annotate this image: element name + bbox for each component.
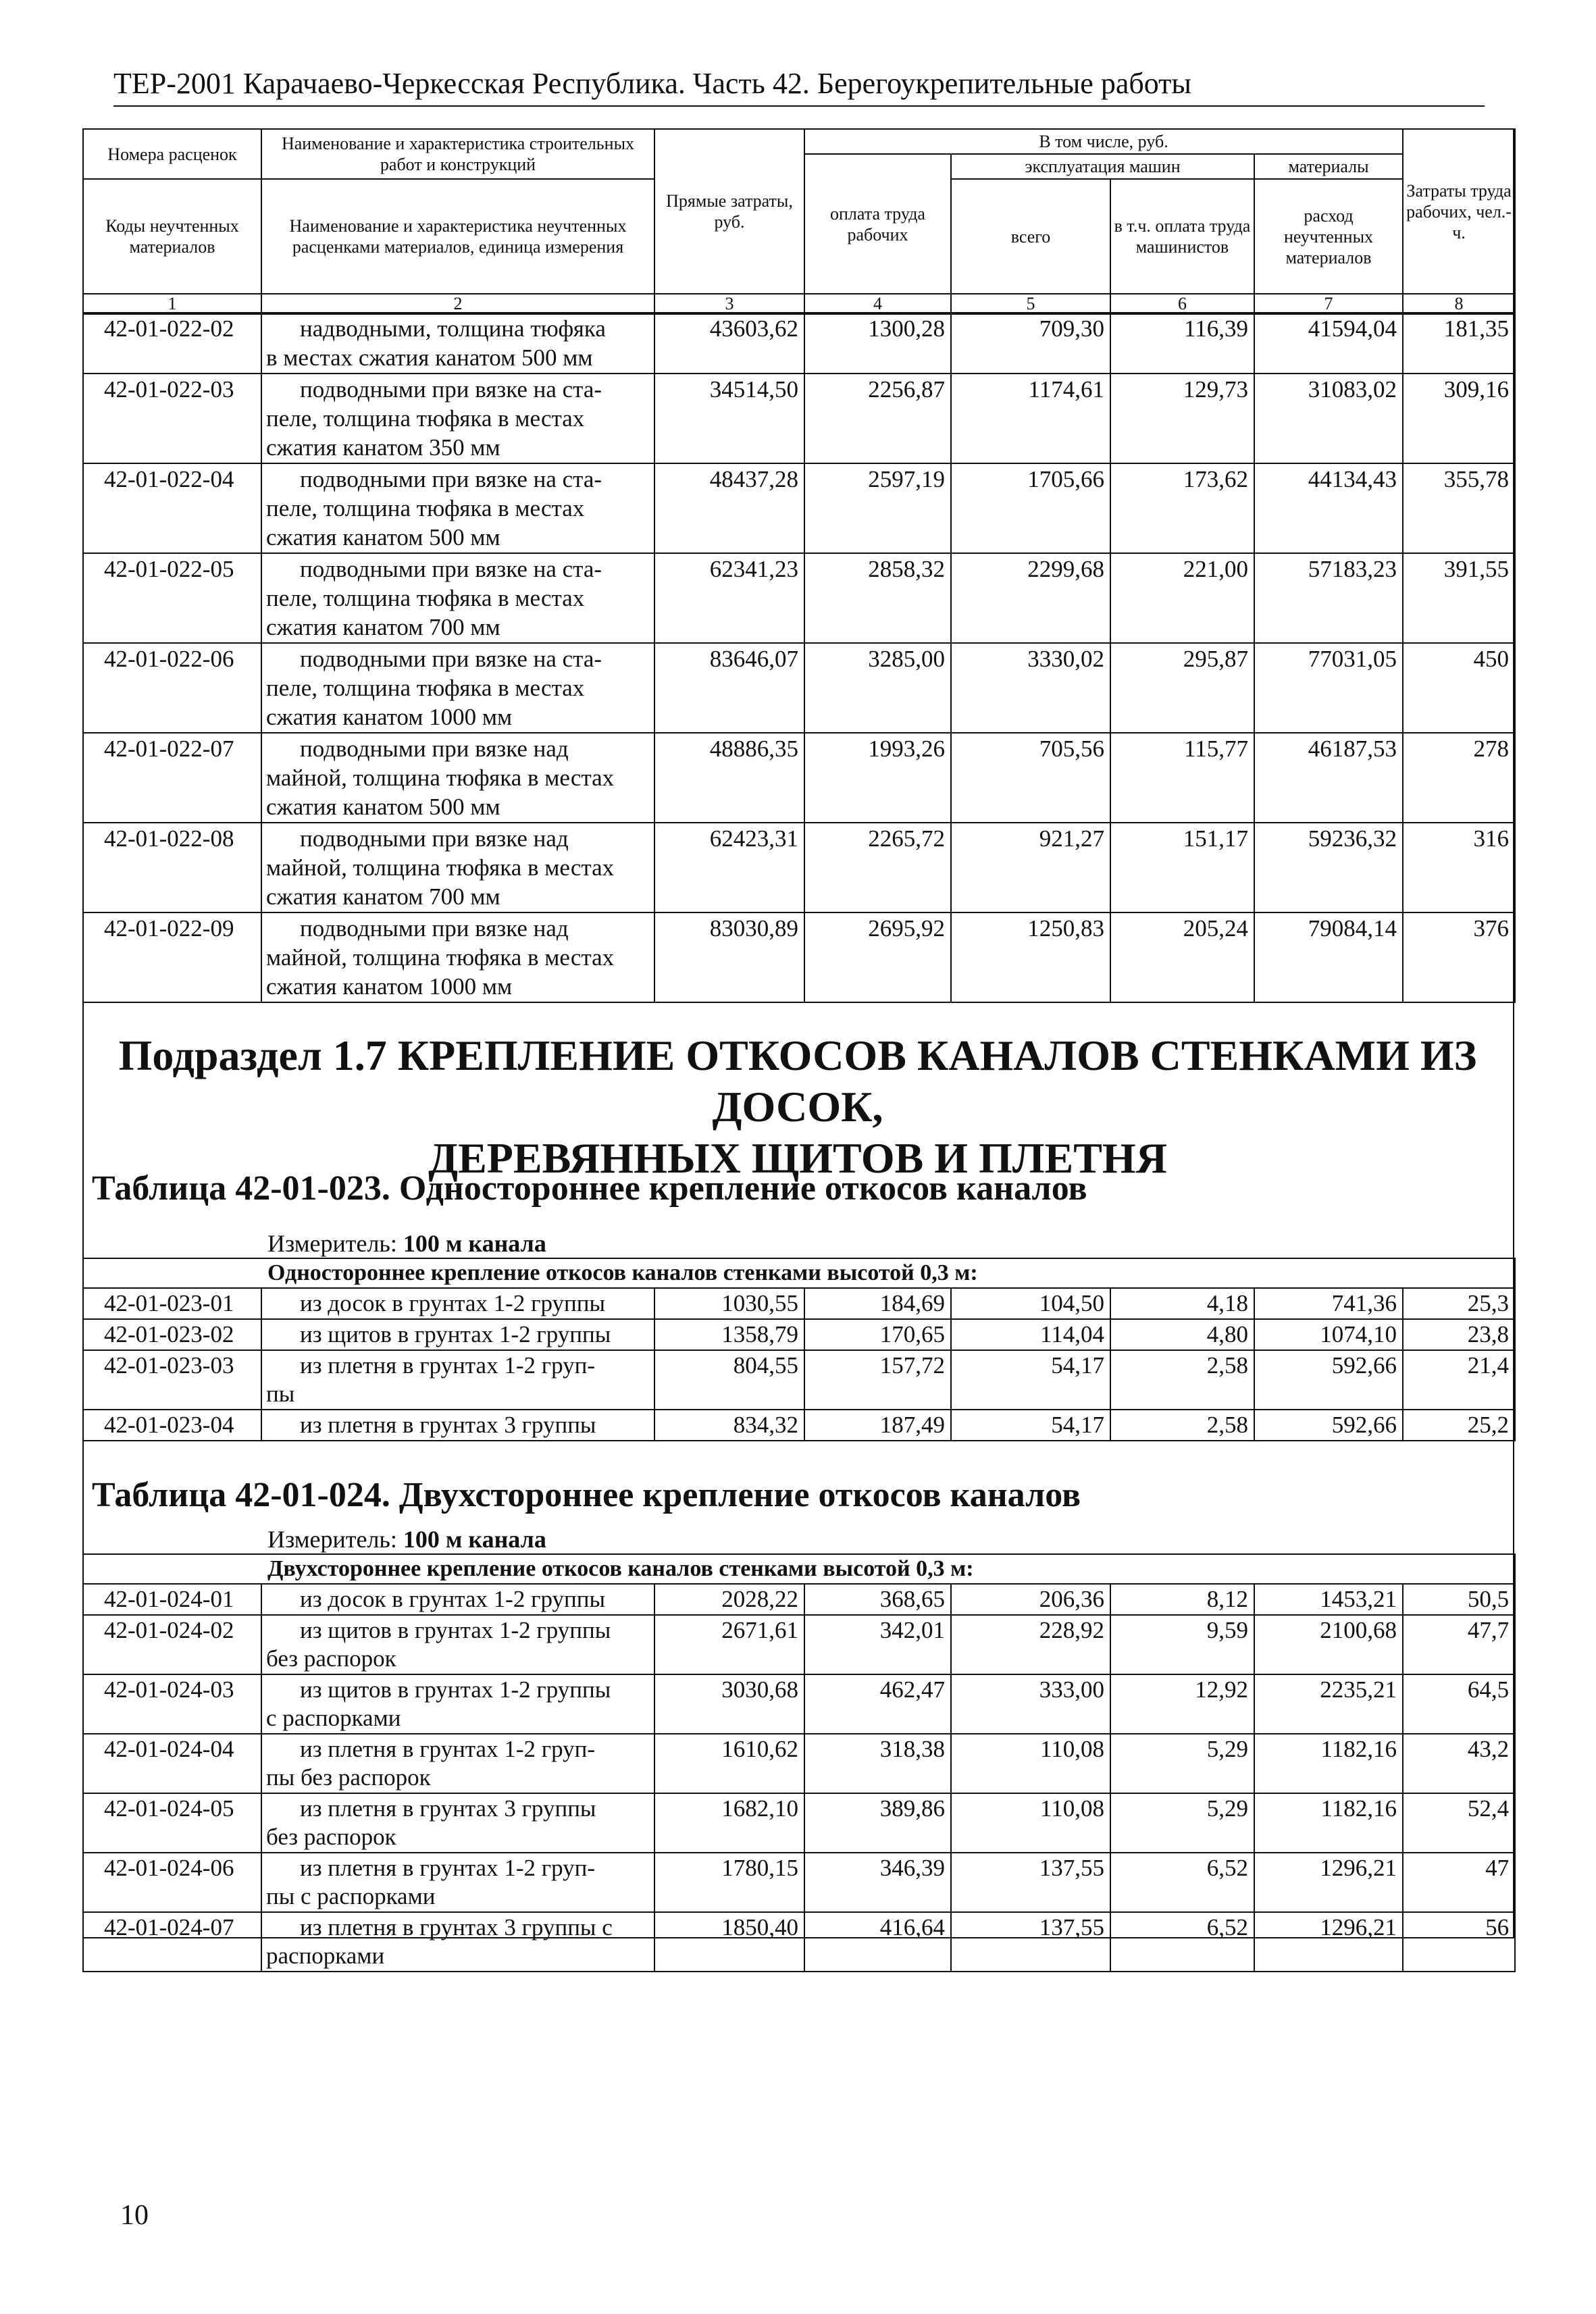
description-line: сжатия канатом 350 мм: [266, 434, 500, 461]
worker-wages: 2597,19: [804, 463, 951, 553]
description-line: из плетня в грунтах 3 группы: [300, 1795, 596, 1822]
worker-wages: 170,65: [804, 1319, 951, 1350]
operator-wages: 129,73: [1110, 374, 1254, 463]
labor-hours: 47: [1403, 1853, 1515, 1912]
worker-wages: 2695,92: [804, 912, 951, 1002]
work-description: [261, 1853, 654, 1912]
material-costs: 592,66: [1254, 1410, 1403, 1441]
table-row: [83, 374, 1515, 463]
direct-costs: 48886,35: [654, 733, 804, 823]
operator-wages: 9,59: [1110, 1615, 1254, 1674]
page-number: 10: [120, 2200, 149, 2231]
labor-hours: 181,35: [1403, 313, 1515, 374]
machine-costs: 206,36: [951, 1584, 1110, 1615]
table-row: [83, 643, 1515, 733]
rate-code: 42-01-024-07: [83, 1912, 261, 1972]
description-line: в местах сжатия канатом 500 мм: [266, 344, 593, 371]
col-header-machines-total: всего: [951, 179, 1110, 294]
machine-costs: 104,50: [951, 1288, 1110, 1319]
worker-wages: 318,38: [804, 1734, 951, 1793]
col-header-operators: в т.ч. оплата труда машинистов: [1110, 179, 1254, 294]
operator-wages: 12,92: [1110, 1674, 1254, 1734]
description-line: майной, толщина тюфяка в местах: [266, 944, 615, 971]
operator-wages: 205,24: [1110, 912, 1254, 1002]
operator-wages: 6,52: [1110, 1912, 1254, 1972]
work-description: [261, 1615, 654, 1674]
table-row: [83, 1584, 1515, 1615]
rate-code: 42-01-023-02: [83, 1319, 261, 1350]
machine-costs: 110,08: [951, 1734, 1110, 1793]
description-line: пы без распорок: [266, 1764, 431, 1791]
material-costs: 46187,53: [1254, 733, 1403, 823]
description-line: из щитов в грунтах 1-2 группы: [300, 1617, 611, 1643]
col-number: 6: [1110, 294, 1254, 314]
material-costs: 741,36: [1254, 1288, 1403, 1319]
material-costs: 1296,21: [1254, 1853, 1403, 1912]
operator-wages: 6,52: [1110, 1853, 1254, 1912]
rate-code: 42-01-024-04: [83, 1734, 261, 1793]
col-number: 3: [654, 294, 804, 314]
worker-wages: 3285,00: [804, 643, 951, 733]
table-42-01-022: [82, 312, 1516, 1003]
description-line: подводными при вязке над: [300, 915, 569, 942]
labor-hours: 64,5: [1403, 1674, 1515, 1734]
col-header-labor: Затраты труда рабочих, чел.-ч.: [1403, 129, 1515, 294]
col-header-material-codes: Коды неучтенных материалов: [83, 179, 261, 294]
description-line: подводными при вязке на ста-: [300, 376, 602, 403]
col-number: 2: [261, 294, 654, 314]
labor-hours: 47,7: [1403, 1615, 1515, 1674]
operator-wages: 5,29: [1110, 1793, 1254, 1853]
operator-wages: 2,58: [1110, 1410, 1254, 1441]
meter-value: 100 м канала: [403, 1230, 546, 1257]
rate-code: 42-01-022-04: [83, 463, 261, 553]
worker-wages: 1993,26: [804, 733, 951, 823]
labor-hours: 43,2: [1403, 1734, 1515, 1793]
machine-costs: 2299,68: [951, 553, 1110, 643]
rate-code: 42-01-022-07: [83, 733, 261, 823]
description-line: из плетня в грунтах 1-2 груп-: [300, 1855, 596, 1881]
machine-costs: 137,55: [951, 1912, 1110, 1972]
labor-hours: 316: [1403, 823, 1515, 912]
direct-costs: 62423,31: [654, 823, 804, 912]
work-description: [261, 1734, 654, 1793]
meter-label: Измеритель:: [267, 1230, 397, 1257]
machine-costs: 137,55: [951, 1853, 1110, 1912]
labor-hours: 50,5: [1403, 1584, 1515, 1615]
rate-code: 42-01-024-05: [83, 1793, 261, 1853]
table-row: [83, 1350, 1515, 1410]
rate-code: 42-01-022-03: [83, 374, 261, 463]
table-42-01-024: [82, 1553, 1516, 1972]
description-line: распорками: [266, 1943, 385, 1969]
direct-costs: 804,55: [654, 1350, 804, 1410]
work-description: [261, 313, 654, 374]
table-row: [83, 463, 1515, 553]
col-header-name: Наименование и характеристика строительных работ и конструкций: [261, 129, 654, 179]
operator-wages: 221,00: [1110, 553, 1254, 643]
col-number: 7: [1254, 294, 1403, 314]
col-number: 1: [83, 294, 261, 314]
description-line: пеле, толщина тюфяка в местах: [266, 405, 585, 432]
table-row: [83, 1410, 1515, 1441]
col-number: 5: [951, 294, 1110, 314]
worker-wages: 157,72: [804, 1350, 951, 1410]
worker-wages: 368,65: [804, 1584, 951, 1615]
material-costs: 2100,68: [1254, 1615, 1403, 1674]
description-line: подводными при вязке на ста-: [300, 466, 602, 492]
table-023-title: Таблица 42-01-023. Одностороннее крепление откосов каналов: [92, 1169, 1087, 1208]
table-row: [83, 912, 1515, 1002]
table-row: [83, 1734, 1515, 1793]
description-line: пеле, толщина тюфяка в местах: [266, 675, 585, 701]
description-line: из плетня в грунтах 1-2 груп-: [300, 1736, 596, 1762]
meter-value: 100 м канала: [403, 1526, 546, 1553]
description-line: сжатия канатом 700 мм: [266, 883, 500, 910]
labor-hours: 23,8: [1403, 1319, 1515, 1350]
rate-code: 42-01-022-09: [83, 912, 261, 1002]
table-024-meter: [267, 1525, 546, 1553]
material-costs: 77031,05: [1254, 643, 1403, 733]
rate-code: 42-01-024-01: [83, 1584, 261, 1615]
description-line: без распорок: [266, 1824, 396, 1850]
machine-costs: 228,92: [951, 1615, 1110, 1674]
worker-wages: 2265,72: [804, 823, 951, 912]
work-description: [261, 463, 654, 553]
page-header: ТЕР-2001 Карачаево-Черкесская Республика. Часть 42. Берегоукрепительные работы: [113, 66, 1485, 107]
table-024-title: Таблица 42-01-024. Двухстороннее крепление откосов каналов: [92, 1476, 1081, 1514]
machine-costs: 110,08: [951, 1793, 1110, 1853]
description-line: из щитов в грунтах 1-2 группы: [300, 1676, 611, 1703]
labor-hours: 56: [1403, 1912, 1515, 1972]
description-line: подводными при вязке на ста-: [300, 646, 602, 672]
direct-costs: 48437,28: [654, 463, 804, 553]
operator-wages: 115,77: [1110, 733, 1254, 823]
operator-wages: 116,39: [1110, 313, 1254, 374]
description-line: сжатия канатом 500 мм: [266, 524, 500, 550]
material-costs: 59236,32: [1254, 823, 1403, 912]
description-line: пеле, толщина тюфяка в местах: [266, 495, 585, 521]
description-line: подводными при вязке над: [300, 736, 569, 762]
material-costs: 79084,14: [1254, 912, 1403, 1002]
description-line: подводными при вязке на ста-: [300, 556, 602, 582]
material-costs: 1296,21: [1254, 1912, 1403, 1972]
description-line: сжатия канатом 1000 мм: [266, 704, 513, 730]
work-description: [261, 1410, 654, 1441]
description-line: сжатия канатом 700 мм: [266, 614, 500, 640]
description-line: без распорок: [266, 1645, 396, 1672]
worker-wages: 462,47: [804, 1674, 951, 1734]
rate-code: 42-01-022-02: [83, 313, 261, 374]
col-header-direct: Прямые затраты, руб.: [654, 129, 804, 294]
col-header-material-name: Наименование и характеристика неучтенных расценками материалов, единица измерения: [261, 179, 654, 294]
table-42-01-023: [82, 1258, 1516, 1441]
rate-code: 42-01-024-02: [83, 1615, 261, 1674]
material-costs: 2235,21: [1254, 1674, 1403, 1734]
table-row: [83, 1288, 1515, 1319]
labor-hours: 450: [1403, 643, 1515, 733]
subsection-heading: [92, 1030, 1503, 1184]
direct-costs: 1358,79: [654, 1319, 804, 1350]
worker-wages: 187,49: [804, 1410, 951, 1441]
operator-wages: 4,80: [1110, 1319, 1254, 1350]
subsection-line-1: Подраздел 1.7 КРЕПЛЕНИЕ ОТКОСОВ КАНАЛОВ СТЕНКАМИ ИЗ ДОСОК,: [118, 1031, 1477, 1131]
material-costs: 1182,16: [1254, 1793, 1403, 1853]
column-header-table: [82, 128, 1516, 315]
description-line: надводными, толщина тюфяка: [300, 315, 606, 342]
work-description: [261, 553, 654, 643]
table-row: [83, 1912, 1515, 1972]
col-number: 4: [804, 294, 951, 314]
table-024-group-label: Двухстороннее крепление откосов каналов стенками высотой 0,3 м:: [83, 1554, 1515, 1584]
col-header-materials: расход неучтенных материалов: [1254, 179, 1403, 294]
rate-code: 42-01-024-06: [83, 1853, 261, 1912]
material-costs: 592,66: [1254, 1350, 1403, 1410]
rate-code: 42-01-023-03: [83, 1350, 261, 1410]
labor-hours: 309,16: [1403, 374, 1515, 463]
material-costs: 41594,04: [1254, 313, 1403, 374]
rate-code: 42-01-023-01: [83, 1288, 261, 1319]
machine-costs: 1705,66: [951, 463, 1110, 553]
labor-hours: 25,2: [1403, 1410, 1515, 1441]
direct-costs: 1780,15: [654, 1853, 804, 1912]
material-costs: 1074,10: [1254, 1319, 1403, 1350]
work-description: [261, 1350, 654, 1410]
worker-wages: 2858,32: [804, 553, 951, 643]
description-line: из плетня в грунтах 1-2 груп-: [300, 1352, 596, 1379]
worker-wages: 346,39: [804, 1853, 951, 1912]
machine-costs: 333,00: [951, 1674, 1110, 1734]
work-description: [261, 643, 654, 733]
work-description: [261, 374, 654, 463]
table-row: [83, 1615, 1515, 1674]
operator-wages: 4,18: [1110, 1288, 1254, 1319]
description-line: подводными при вязке над: [300, 825, 569, 852]
worker-wages: 184,69: [804, 1288, 951, 1319]
labor-hours: 21,4: [1403, 1350, 1515, 1410]
direct-costs: 83030,89: [654, 912, 804, 1002]
labor-hours: 278: [1403, 733, 1515, 823]
col-header-codes: Номера расценок: [83, 129, 261, 179]
description-line: с распорками: [266, 1705, 401, 1731]
worker-wages: 2256,87: [804, 374, 951, 463]
machine-costs: 54,17: [951, 1410, 1110, 1441]
col-header-materials-group: материалы: [1254, 154, 1403, 179]
direct-costs: 3030,68: [654, 1674, 804, 1734]
direct-costs: 834,32: [654, 1410, 804, 1441]
table-023-meter: [267, 1229, 546, 1258]
table-row: [83, 1793, 1515, 1853]
direct-costs: 43603,62: [654, 313, 804, 374]
operator-wages: 295,87: [1110, 643, 1254, 733]
work-description: [261, 1584, 654, 1615]
description-line: сжатия канатом 500 мм: [266, 794, 500, 820]
table-row: [83, 1674, 1515, 1734]
material-costs: 1453,21: [1254, 1584, 1403, 1615]
labor-hours: 391,55: [1403, 553, 1515, 643]
work-description: [261, 1288, 654, 1319]
table-row: [83, 553, 1515, 643]
rate-code: 42-01-022-08: [83, 823, 261, 912]
direct-costs: 83646,07: [654, 643, 804, 733]
description-line: майной, толщина тюфяка в местах: [266, 765, 615, 791]
work-description: [261, 733, 654, 823]
col-number: 8: [1403, 294, 1515, 314]
work-description: [261, 1912, 654, 1972]
description-line: из плетня в грунтах 3 группы с: [300, 1914, 613, 1940]
machine-costs: 921,27: [951, 823, 1110, 912]
rate-code: 42-01-022-05: [83, 553, 261, 643]
work-description: [261, 912, 654, 1002]
table-row: [83, 1853, 1515, 1912]
machine-costs: 709,30: [951, 313, 1110, 374]
machine-costs: 1174,61: [951, 374, 1110, 463]
material-costs: 31083,02: [1254, 374, 1403, 463]
description-line: из досок в грунтах 1-2 группы: [300, 1586, 605, 1612]
machine-costs: 705,56: [951, 733, 1110, 823]
rate-code: 42-01-022-06: [83, 643, 261, 733]
operator-wages: 5,29: [1110, 1734, 1254, 1793]
description-line: из плетня в грунтах 3 группы: [300, 1412, 596, 1438]
description-line: из досок в грунтах 1-2 группы: [300, 1290, 605, 1316]
description-line: пы: [266, 1381, 295, 1407]
machine-costs: 1250,83: [951, 912, 1110, 1002]
work-description: [261, 1319, 654, 1350]
direct-costs: 2671,61: [654, 1615, 804, 1674]
table-row: [83, 313, 1515, 374]
description-line: пы с распорками: [266, 1883, 436, 1909]
direct-costs: 2028,22: [654, 1584, 804, 1615]
work-description: [261, 1674, 654, 1734]
operator-wages: 2,58: [1110, 1350, 1254, 1410]
material-costs: 57183,23: [1254, 553, 1403, 643]
operator-wages: 173,62: [1110, 463, 1254, 553]
worker-wages: 416,64: [804, 1912, 951, 1972]
col-header-machines: эксплуатация машин: [951, 154, 1254, 179]
worker-wages: 389,86: [804, 1793, 951, 1853]
col-header-wages: оплата труда рабочих: [804, 154, 951, 294]
labor-hours: 52,4: [1403, 1793, 1515, 1853]
machine-costs: 114,04: [951, 1319, 1110, 1350]
machine-costs: 3330,02: [951, 643, 1110, 733]
col-header-including: В том числе, руб.: [804, 129, 1403, 154]
labor-hours: 376: [1403, 912, 1515, 1002]
direct-costs: 1610,62: [654, 1734, 804, 1793]
meter-label: Измеритель:: [267, 1526, 397, 1553]
material-costs: 1182,16: [1254, 1734, 1403, 1793]
subsection-line-2: ДЕРЕВЯННЫХ ЩИТОВ И ПЛЕТНЯ: [428, 1134, 1167, 1182]
direct-costs: 1850,40: [654, 1912, 804, 1972]
operator-wages: 151,17: [1110, 823, 1254, 912]
direct-costs: 62341,23: [654, 553, 804, 643]
machine-costs: 54,17: [951, 1350, 1110, 1410]
work-description: [261, 1793, 654, 1853]
direct-costs: 34514,50: [654, 374, 804, 463]
rate-code: 42-01-023-04: [83, 1410, 261, 1441]
worker-wages: 1300,28: [804, 313, 951, 374]
direct-costs: 1682,10: [654, 1793, 804, 1853]
direct-costs: 1030,55: [654, 1288, 804, 1319]
worker-wages: 342,01: [804, 1615, 951, 1674]
description-line: пеле, толщина тюфяка в местах: [266, 585, 585, 611]
work-description: [261, 823, 654, 912]
rate-code: 42-01-024-03: [83, 1674, 261, 1734]
table-row: [83, 1319, 1515, 1350]
labor-hours: 25,3: [1403, 1288, 1515, 1319]
table-row: [83, 733, 1515, 823]
description-line: майной, толщина тюфяка в местах: [266, 854, 615, 881]
table-row: [83, 823, 1515, 912]
description-line: из щитов в грунтах 1-2 группы: [300, 1321, 611, 1347]
material-costs: 44134,43: [1254, 463, 1403, 553]
table-023-group-label: Одностороннее крепление откосов каналов стенками высотой 0,3 м:: [83, 1258, 1515, 1288]
labor-hours: 355,78: [1403, 463, 1515, 553]
operator-wages: 8,12: [1110, 1584, 1254, 1615]
description-line: сжатия канатом 1000 мм: [266, 973, 513, 1000]
